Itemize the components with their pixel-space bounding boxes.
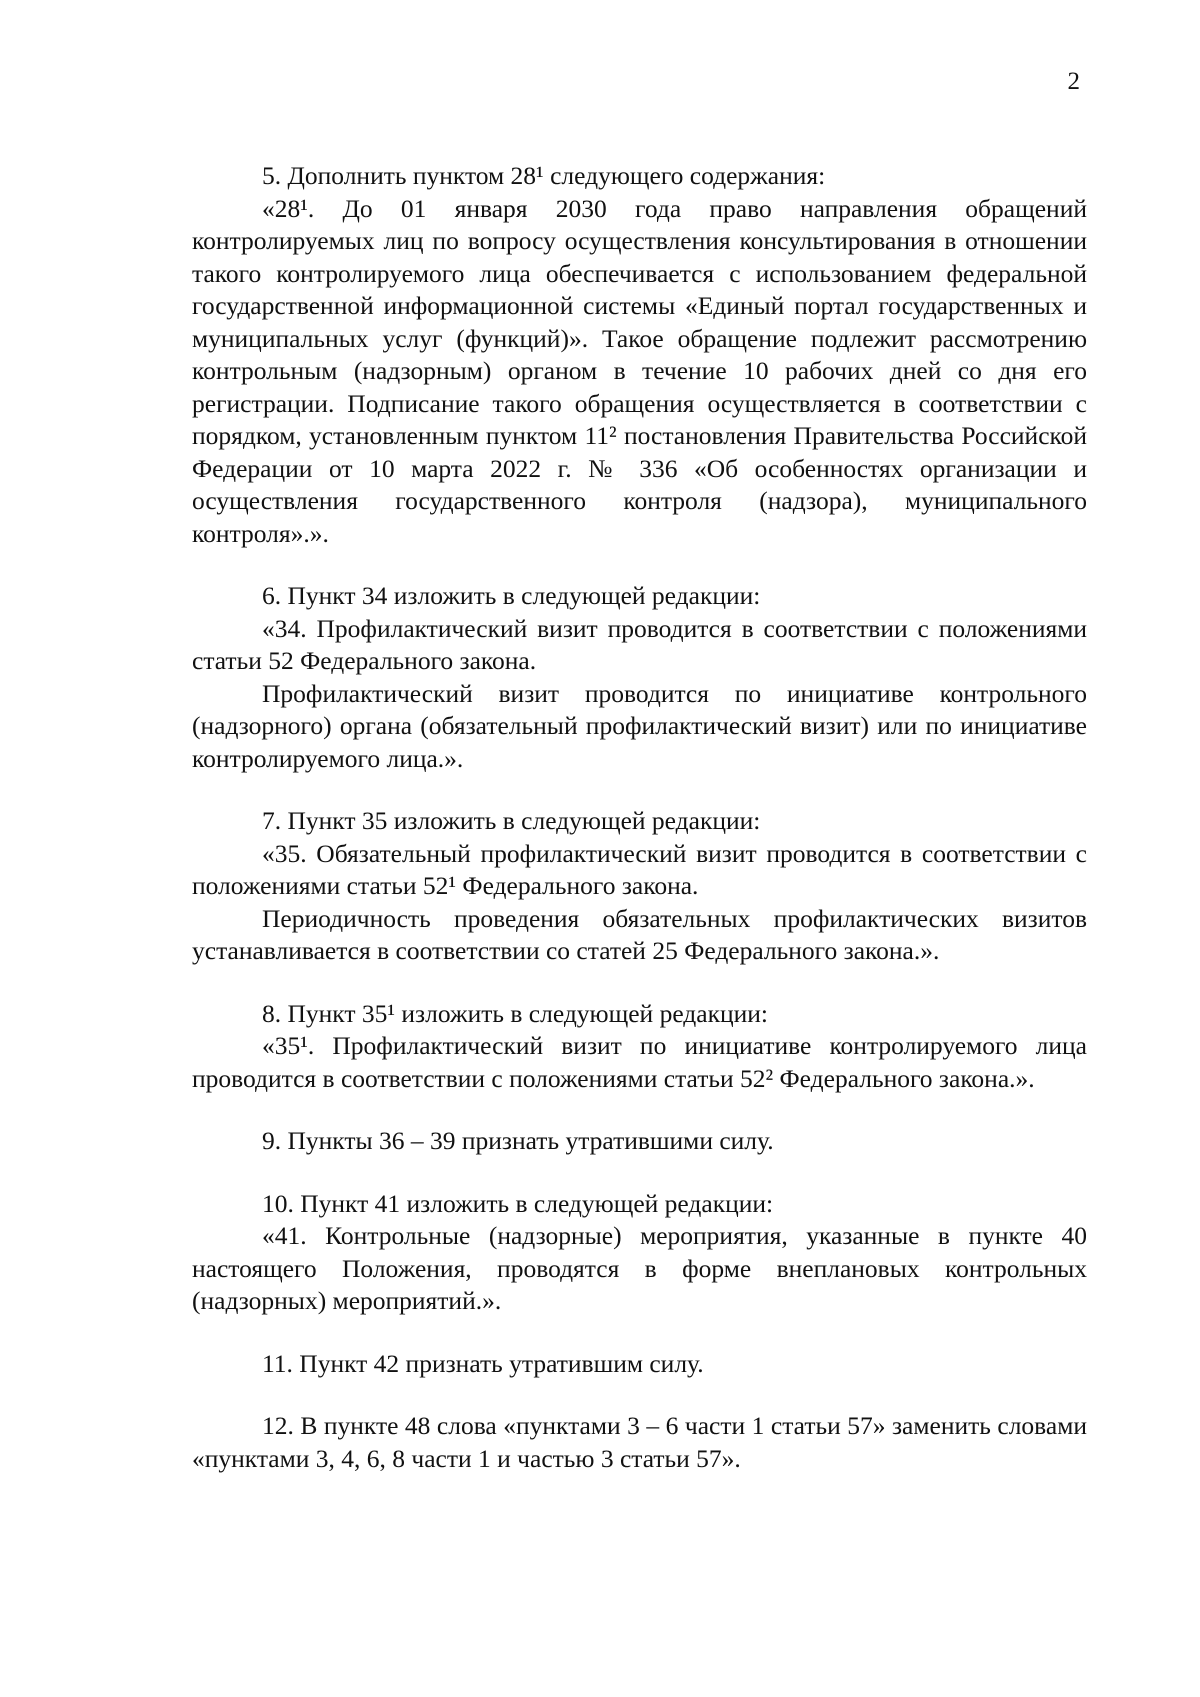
paragraph: Периодичность проведения обязательных профилактических визитов устанавливается в соответствии со статей 25 Федерального закона.».	[192, 903, 1087, 965]
paragraph: «41. Контрольные (надзорные) мероприятия, указанные в пункте 40 настоящего Положения, проводятся в форме внеплановых контрольных (надзорных) мероприятий.».	[192, 1221, 1087, 1315]
paragraph: 6. Пункт 34 изложить в следующей редакции:	[262, 581, 761, 610]
section-item-7	[192, 805, 1087, 968]
paragraph: «35. Обязательный профилактический визит проводится в соответствии с положениями статьи 52¹ Федерального закона.	[192, 838, 1087, 900]
paragraph: Профилактический визит проводится по инициативе контрольного (надзорного) органа (обязательный профилактический визит) или по инициативе контролируемого лица.».	[192, 678, 1087, 773]
paragraph: 8. Пункт 35¹ изложить в следующей редакции:	[262, 998, 769, 1028]
section-item-11	[192, 1348, 1087, 1381]
paragraph: «35¹. Профилактический визит по инициативе контролируемого лица проводится в соответствии с положениями статьи 52² Федерального закона.».	[192, 1031, 1087, 1093]
section-item-6	[192, 580, 1087, 775]
paragraph: 11. Пункт 42 признать утратившим силу.	[262, 1348, 704, 1378]
paragraph: 9. Пункты 36 – 39 признать утратившими силу.	[262, 1126, 774, 1155]
section-item-12	[192, 1410, 1087, 1475]
paragraph: «28¹. До 01 января 2030 года право направления обращений контролируемых лиц по вопросу осуществления консультирования в отношении такого контролируемого лица обеспечивается с использованием федеральной государственной информационной системы «Единый портал государственных и муниципальных услуг (функций)». Такое обращение подлежит рассмотрению контрольным (надзорным) органом в течение 10 рабочих дней со дня его регистрации. Подписание такого обращения осуществляется в соответствии с порядком, установленным пунктом 11² постановления Правительства Российской Федерации от 10 марта 2022 г. № 336 «Об особенностях организации и осуществления государственного контроля (надзора), муниципального контроля».».	[192, 193, 1087, 548]
paragraph: 5. Дополнить пунктом 28¹ следующего содержания:	[262, 161, 826, 190]
section-item-9	[192, 1125, 1087, 1158]
document-body	[192, 160, 1087, 1505]
paragraph: 12. В пункте 48 слова «пунктами 3 – 6 части 1 статьи 57» заменить словами «пунктами 3, 4, 6, 8 части 1 и частью 3 статьи 57».	[192, 1411, 1087, 1473]
paragraph: 7. Пункт 35 изложить в следующей редакции:	[262, 806, 761, 835]
page-number: 2	[1067, 68, 1080, 95]
section-item-10	[192, 1188, 1087, 1318]
section-item-5	[192, 160, 1087, 550]
paragraph: «34. Профилактический визит проводится в соответствии с положениями статьи 52 Федерального закона.	[192, 613, 1087, 675]
paragraph: 10. Пункт 41 изложить в следующей редакции:	[262, 1188, 774, 1218]
section-item-8	[192, 998, 1087, 1096]
